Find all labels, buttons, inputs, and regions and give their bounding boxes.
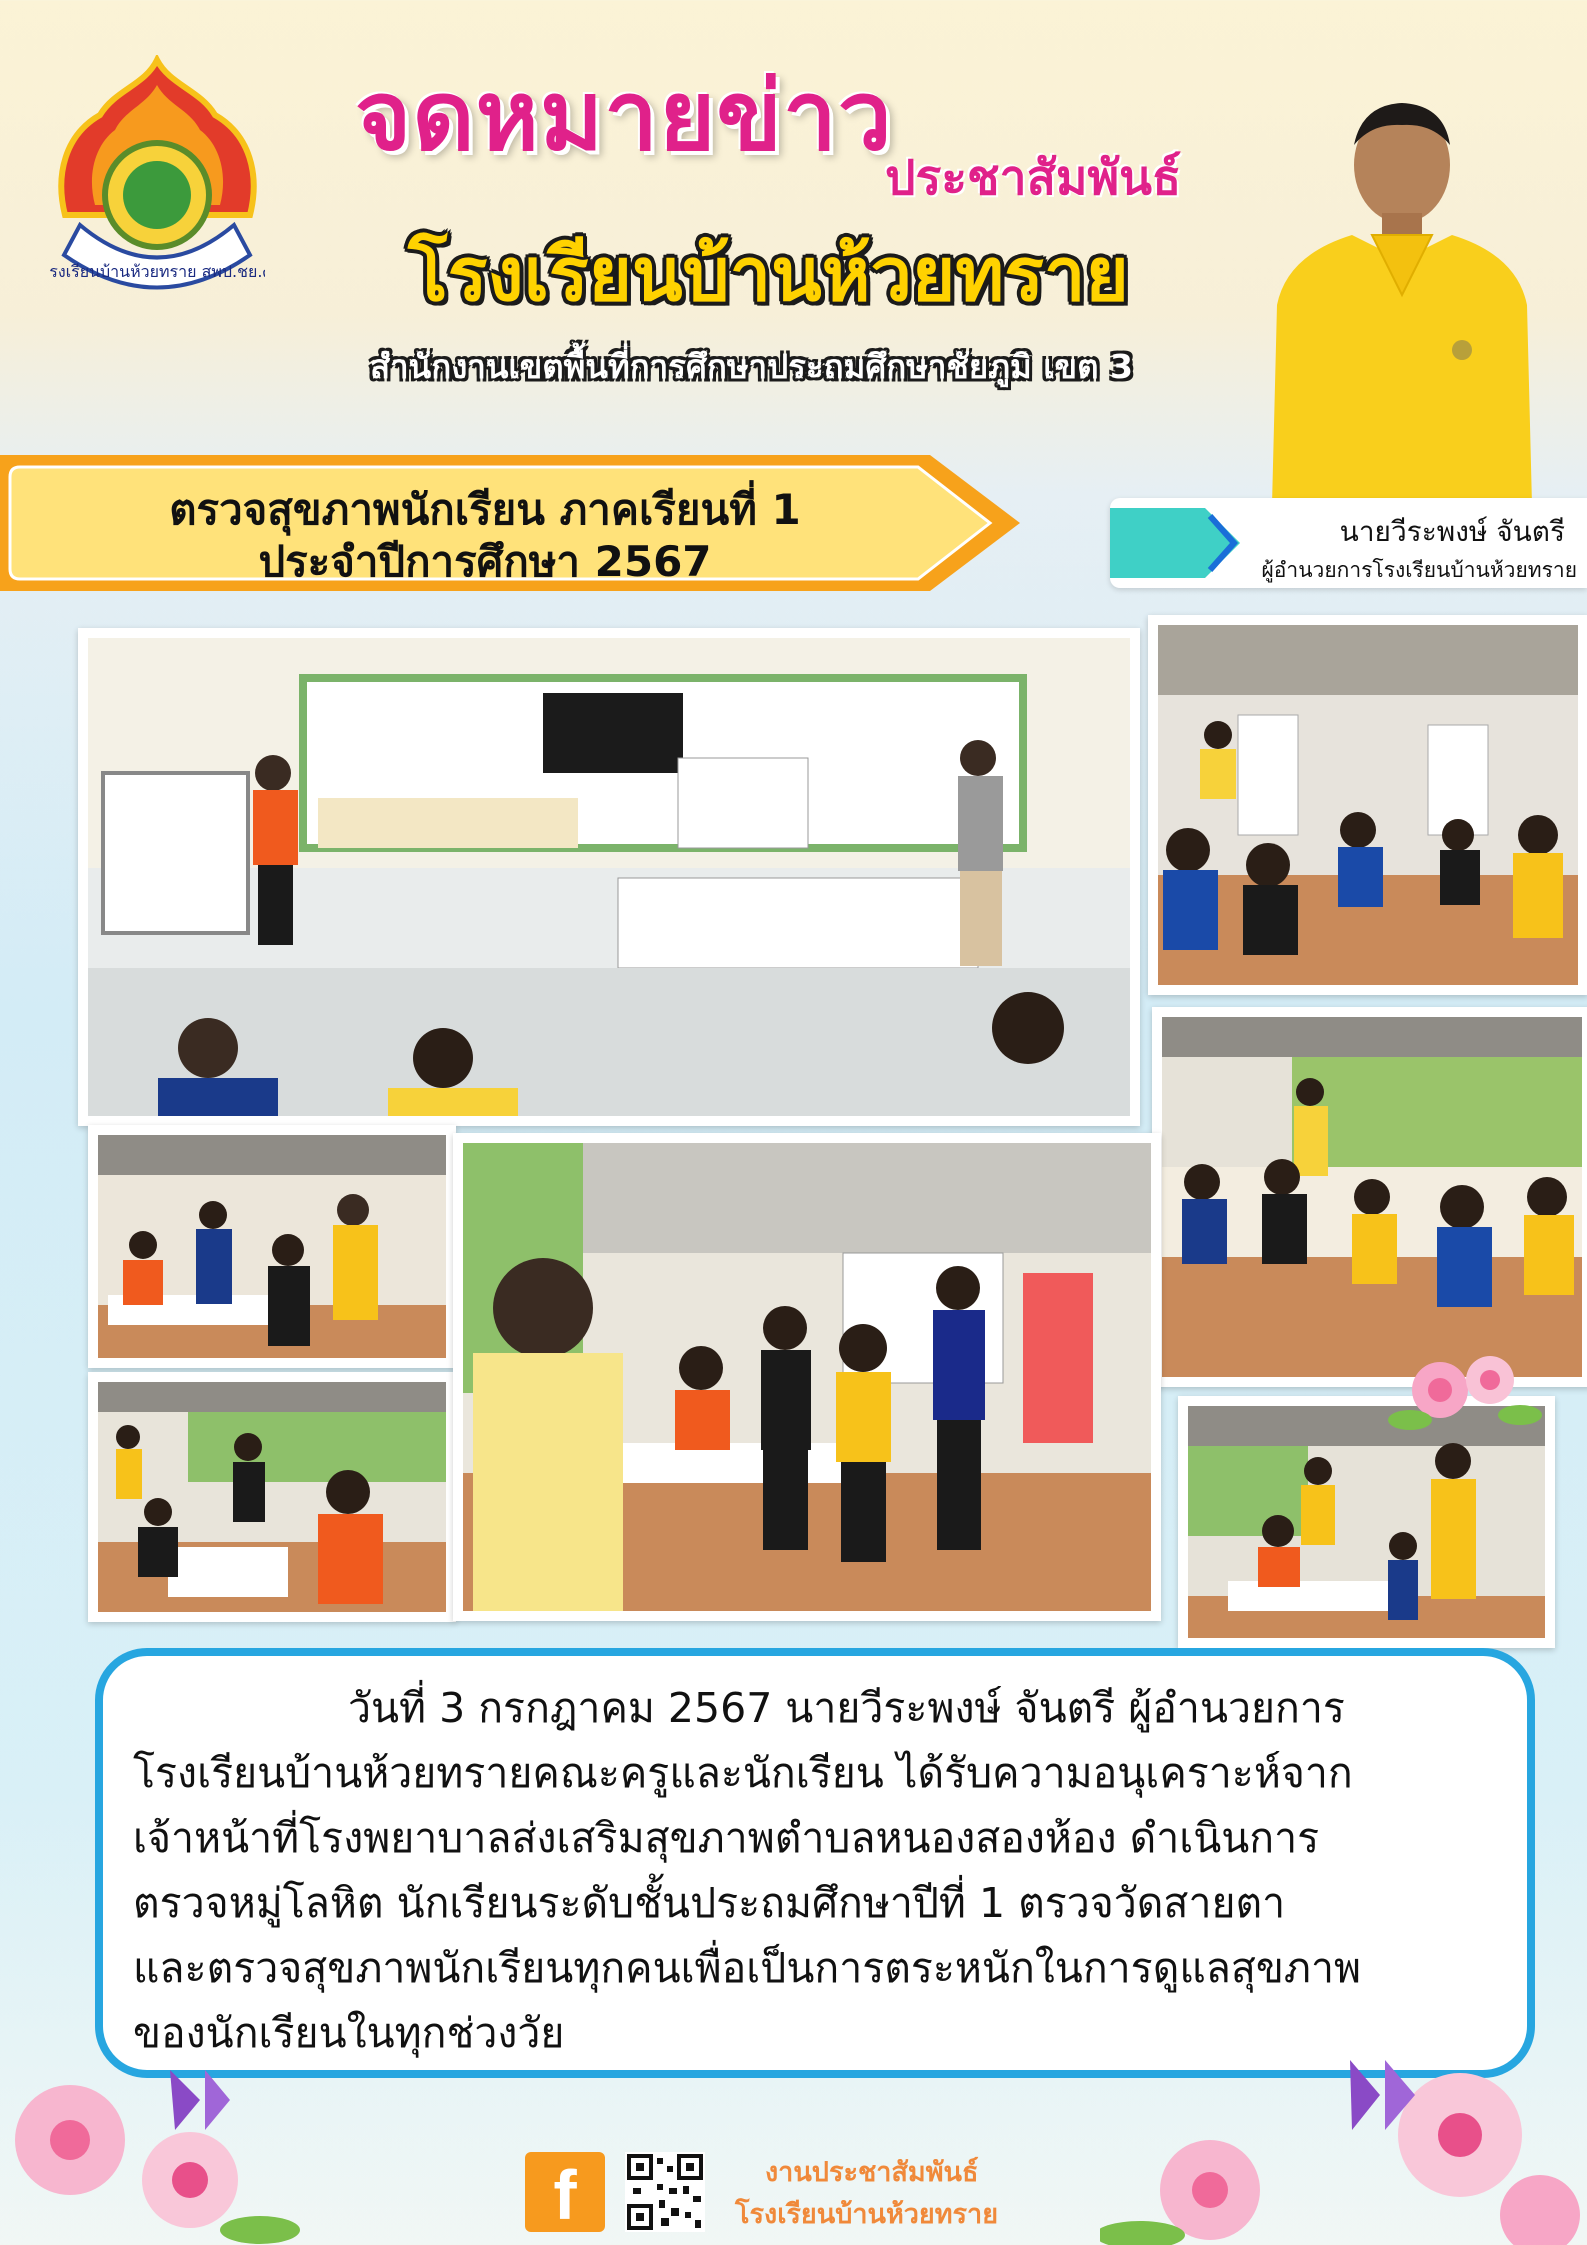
school-name: โรงเรียนบ้านห้วยทราย: [408, 232, 1129, 318]
topic-banner: [0, 445, 1025, 600]
flower-decoration-icon: [1380, 1320, 1550, 1450]
newsletter-subtitle: ประชาสัมพันธ์: [885, 150, 1182, 206]
article-line: วันที่ 3 กรกฎาคม 2567 นายวีระพงษ์ จันตรี ผู้อำนวยการ: [348, 1684, 1345, 1732]
article-line: โรงเรียนบ้านห้วยทรายคณะครูและนักเรียน ได้รับความอนุเคราะห์จาก: [133, 1749, 1353, 1797]
director-title: ผู้อำนวยการโรงเรียนบ้านห้วยทราย: [1261, 558, 1577, 582]
photo-registration-table: [453, 1133, 1161, 1621]
newsletter-title: จดหมายข่าว: [355, 60, 893, 172]
article-line: ตรวจหมู่โลหิต นักเรียนระดับชั้นประถมศึกษาปีที่ 1 ตรวจวัดสายตา: [133, 1879, 1286, 1927]
photo-recording: [88, 1372, 456, 1622]
office-name: สำนักงานเขตพื้นที่การศึกษาประถมศึกษาชัยภูมิ เขต 3: [370, 347, 1133, 386]
flower-decoration-icon: [1100, 2040, 1587, 2245]
director-photo: [1232, 85, 1562, 505]
article-line: เจ้าหน้าที่โรงพยาบาลส่งเสริมสุขภาพตำบลหนองสองห้อง ดำเนินการ: [133, 1814, 1320, 1862]
topic-line-2: ประจำปีการศึกษา 2567: [258, 537, 712, 586]
photo-vision-check: [88, 1125, 456, 1368]
arrow-icon: [1110, 508, 1245, 578]
director-name: นายวีระพงษ์ จันตรี: [1339, 515, 1565, 548]
flower-decoration-icon: [0, 2030, 300, 2245]
director-name-plate: [1110, 498, 1587, 588]
photo-eye-exam-classroom: [78, 628, 1140, 1126]
article-line: และตรวจสุขภาพนักเรียนทุกคนเพื่อเป็นการตระหนักในการดูแลสุขภาพ: [133, 1944, 1361, 1992]
photo-students-waiting: [1148, 615, 1587, 995]
qr-code-icon[interactable]: [625, 2152, 705, 2232]
school-seal-icon: [50, 55, 265, 300]
article-line: ของนักเรียนในทุกช่วงวัย: [133, 2009, 565, 2057]
topic-line-1: ตรวจสุขภาพนักเรียน ภาคเรียนที่ 1: [169, 485, 801, 534]
seal-text: โรงเรียนบ้านห้วยทราย สพป.ชย.๓: [50, 262, 265, 281]
footer-pr-label: งานประชาสัมพันธ์: [765, 2157, 979, 2188]
facebook-icon[interactable]: f: [525, 2152, 605, 2232]
article-text-box: [95, 1648, 1535, 2078]
footer-school-label: โรงเรียนบ้านห้วยทราย: [735, 2199, 999, 2230]
